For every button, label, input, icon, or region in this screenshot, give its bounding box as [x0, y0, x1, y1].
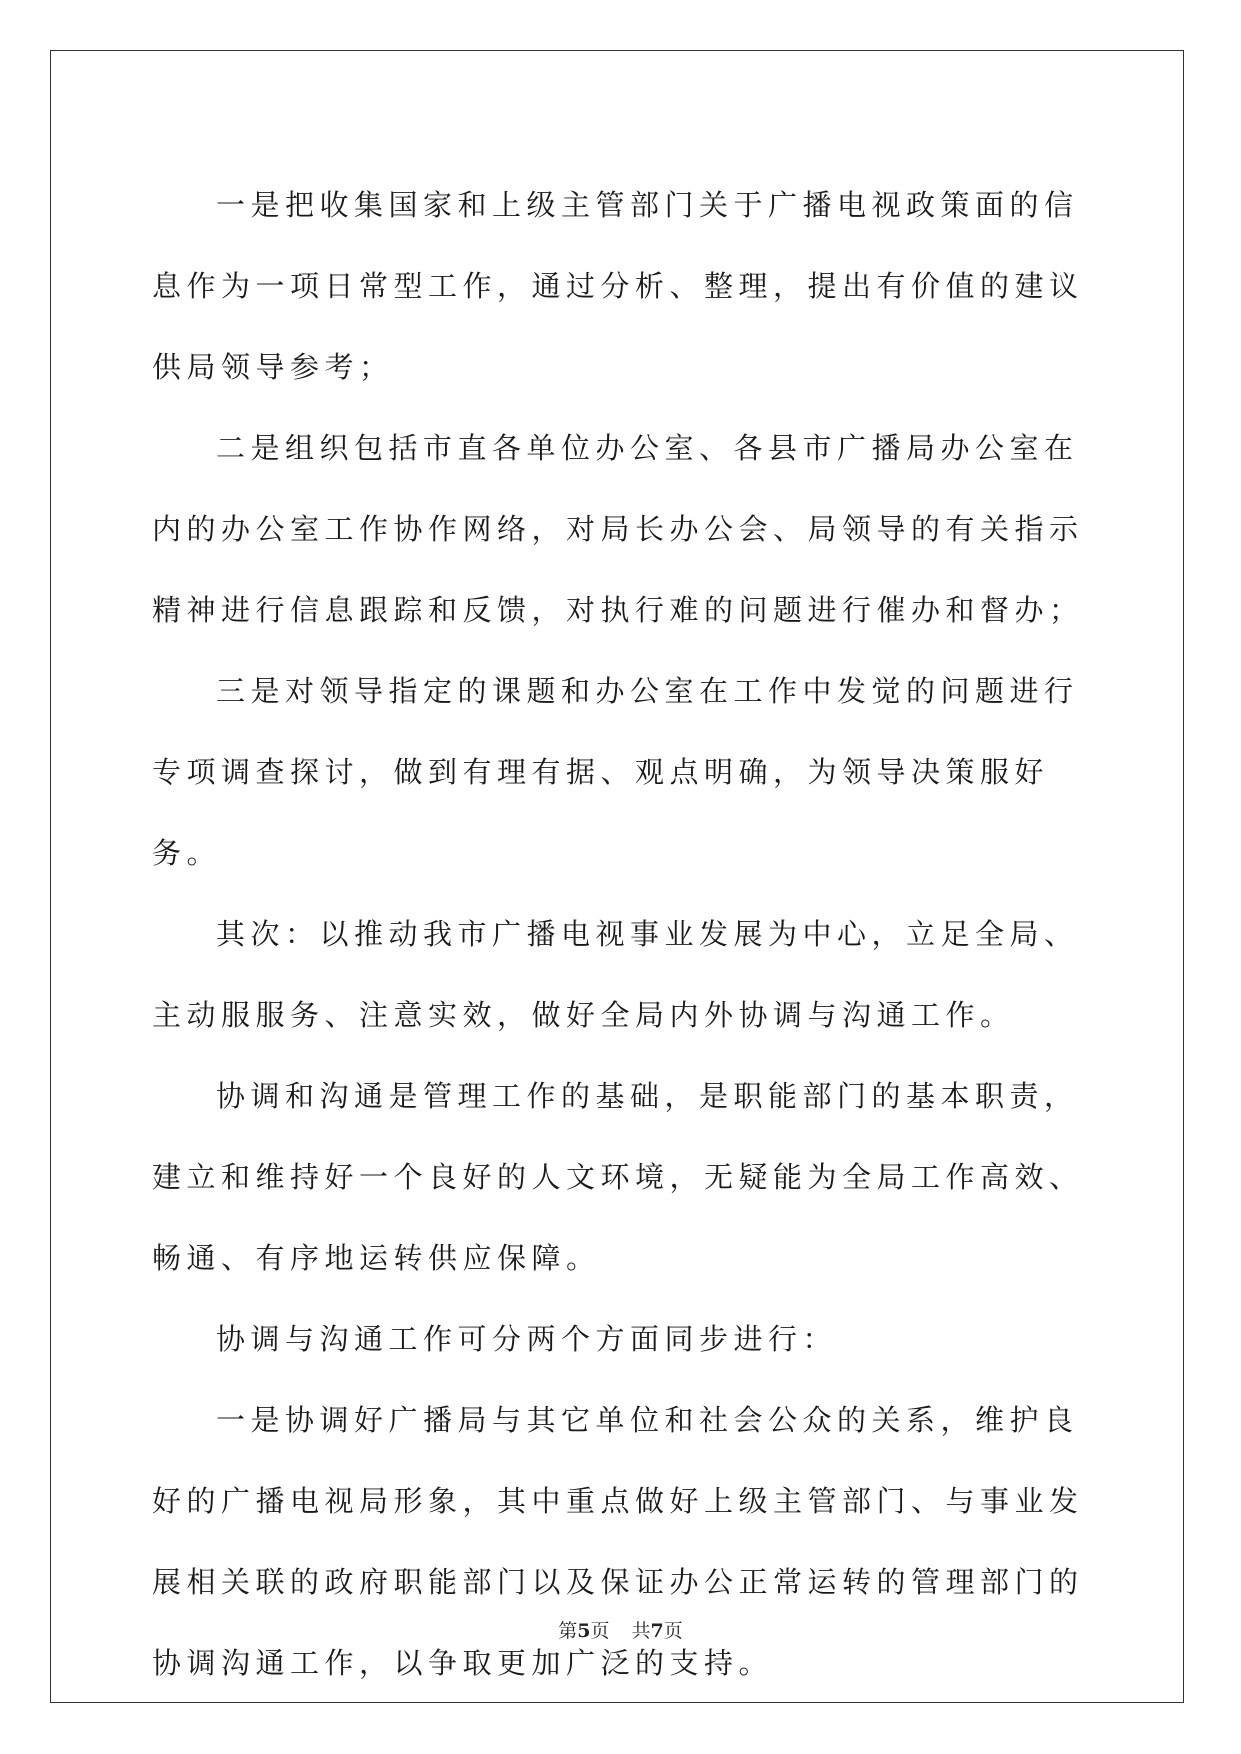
paragraph-1: 一是把收集国家和上级主管部门关于广播电视政策面的信息作为一项日常型工作，通过分析、整理，提出有价值的建议供局领导参考；: [152, 188, 1084, 384]
document-body: [152, 165, 1087, 1704]
total-prefix: 共: [631, 1620, 651, 1642]
paragraph-7: 一是协调好广播局与其它单位和社会公众的关系，维护良好的广播电视局形象，其中重点做好上级主管部门、与事业发展相关联的政府职能部门以及保证办公正常运转的管理部门的协调沟通工作，以争取更加广泛的支持。: [152, 1403, 1084, 1680]
page-number: 5: [577, 1620, 591, 1642]
total-suffix: 页: [663, 1620, 683, 1642]
paragraph-5: 协调和沟通是管理工作的基础，是职能部门的基本职责，建立和维持好一个良好的人文环境，无疑能为全局工作高效、畅通、有序地运转供应保障。: [152, 1079, 1084, 1275]
paragraph-4: 其次：以推动我市广播电视事业发展为中心，立足全局、主动服服务、注意实效，做好全局内外协调与沟通工作。: [152, 917, 1079, 1032]
paragraph-2: 二是组织包括市直各单位办公室、各县市广播局办公室在内的办公室工作协作网络，对局长办公会、局领导的有关指示精神进行信息跟踪和反馈，对执行难的问题进行催办和督办；: [152, 431, 1084, 627]
page-prefix: 第: [558, 1620, 578, 1642]
page-footer: [0, 1616, 1241, 1643]
total-pages: 7: [650, 1620, 664, 1642]
page-suffix: 页: [590, 1620, 610, 1642]
paragraph-3: 三是对领导指定的课题和办公室在工作中发觉的问题进行专项调查探讨，做到有理有据、观点明确，为领导决策服好务。: [152, 674, 1079, 870]
paragraph-6: 协调与沟通工作可分两个方面同步进行：: [216, 1322, 838, 1356]
